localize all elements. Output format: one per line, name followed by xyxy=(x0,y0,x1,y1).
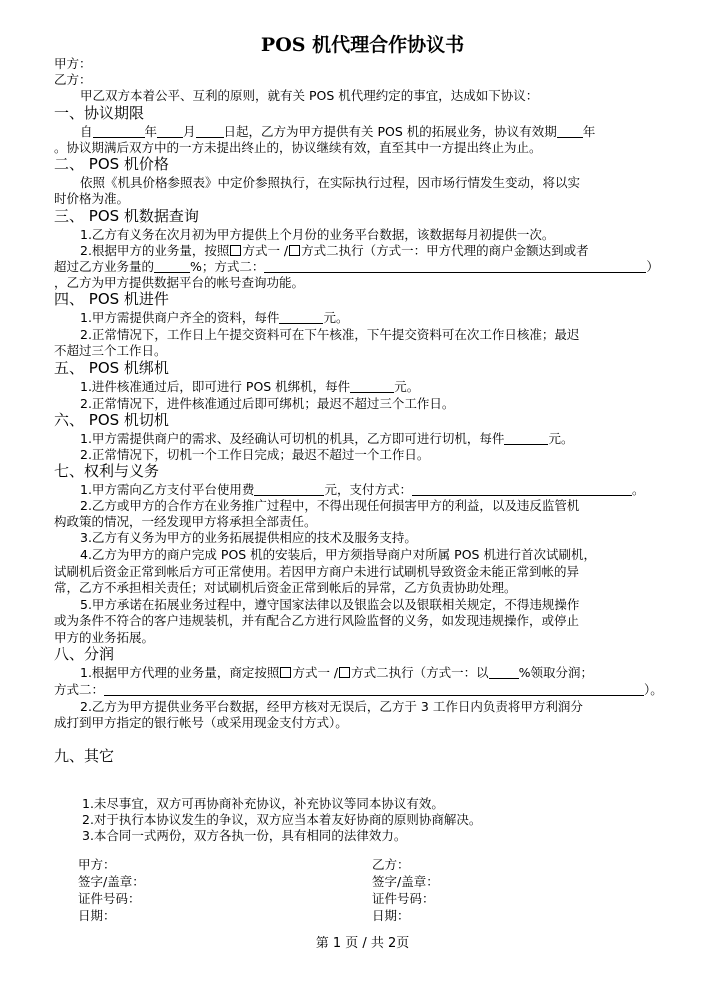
section-9-heading: 九、其它 xyxy=(54,747,115,765)
section-1-line-1: 自 年 月 日起，乙方为甲方提供有关 POS 机的拓展业务，协议有效期 年 xyxy=(80,124,596,139)
checkbox-profit-method-1[interactable] xyxy=(280,667,291,678)
signature-party-b-date: 日期： xyxy=(372,908,410,923)
section-1-line-2: 。协议期满后双方中的一方未提出终止的，协议继续有效，直至其中一方提出终止为止。 xyxy=(54,140,542,155)
blank-start-year[interactable] xyxy=(93,125,145,138)
section-4-heading: 四、 POS 机进件 xyxy=(54,290,169,308)
page-number-footer: 第 1 页 / 共 2页 xyxy=(315,936,410,951)
section-4-line-1: 1.甲方需提供商户齐全的资料，每件 元。 xyxy=(80,310,349,325)
signature-party-a-date: 日期： xyxy=(78,908,116,923)
section-9-line-2: 2.对于执行本协议发生的争议，双方应当本着友好协商的原则协商解决。 xyxy=(82,812,482,827)
document-title: POS 机代理合作协议书 xyxy=(260,34,465,56)
section-3-line-3: 超过乙方业务量的 %；方式二： ） xyxy=(54,259,659,274)
blank-intake-fee[interactable] xyxy=(279,311,323,324)
section-9-line-3: 3.本合同一式两份，双方各执一份，具有相同的法律效力。 xyxy=(82,828,407,843)
checkbox-profit-method-2[interactable] xyxy=(339,667,350,678)
section-6-heading: 六、 POS 机切机 xyxy=(54,411,169,429)
section-6-line-2: 2.正常情况下，切机一个工作日完成；最迟不超过一个工作日。 xyxy=(80,447,430,462)
section-4-line-3: 不超过三个工作日。 xyxy=(54,343,167,358)
section-7-heading: 七、权利与义务 xyxy=(54,462,160,480)
section-3-line-2: 2.根据甲方的业务量，按照 方式一 / 方式二执行（方式一：甲方代理的商户金额达到或者 xyxy=(80,243,589,258)
section-7-line-6: 试刷机后资金正常到帐后方可正常使用。若因甲方商户未进行试刷机导致资金未能正常到帐的异 xyxy=(54,564,580,579)
blank-start-month[interactable] xyxy=(157,125,183,138)
blank-percentage[interactable] xyxy=(154,260,190,273)
section-7-line-9: 或为条件不符合的客户违规装机，并有配合乙方进行风险监督的义务，如发现违规操作，或停止 xyxy=(54,613,580,628)
section-3-line-4: ，乙方为甲方提供数据平台的帐号查询功能。 xyxy=(54,275,305,290)
section-7-line-2: 2.乙方或甲方的合作方在业务推广过程中，不得出现任何损害甲方的利益，以及违反监管机 xyxy=(80,498,580,513)
blank-platform-fee[interactable] xyxy=(254,483,324,496)
section-7-line-8: 5.甲方承诺在拓展业务过程中，遵守国家法律以及银监会以及银联相关规定，不得违规操作 xyxy=(80,597,580,612)
signature-party-a-seal: 签字/盖章： xyxy=(78,874,145,889)
section-7-line-10: 甲方的业务拓展。 xyxy=(54,630,155,645)
section-7-line-5: 4.乙方为甲方的商户完成 POS 机的安装后，甲方须指导商户对所属 POS 机进行首次试刷机， xyxy=(80,547,596,562)
blank-payment-method[interactable] xyxy=(412,483,632,496)
blank-start-day[interactable] xyxy=(196,125,224,138)
section-8-line-1: 1.根据甲方代理的业务量，商定按照 方式一 / 方式二执行（方式一：以 %领取分润； xyxy=(80,665,594,680)
section-8-line-2: 方式二： ）。 xyxy=(54,682,663,697)
section-7-line-1: 1.甲方需向乙方支付平台使用费 元，支付方式： 。 xyxy=(80,482,645,497)
section-5-line-1: 1.进件核准通过后，即可进行 POS 机绑机，每件 元。 xyxy=(80,379,420,394)
section-9-line-1: 1.未尽事宜，双方可再协商补充协议，补充协议等同本协议有效。 xyxy=(82,796,444,811)
blank-profit-method-2[interactable] xyxy=(104,683,644,696)
section-2-line-1: 依照《机具价格参照表》中定价参照执行，在实际执行过程，因市场行情发生变动，将以实 xyxy=(80,175,581,190)
signature-party-b-seal: 签字/盖章： xyxy=(372,874,439,889)
intro-paragraph: 甲乙双方本着公平、互利的原则，就有关 POS 机代理约定的事宜，达成如下协议： xyxy=(80,88,539,103)
section-5-line-2: 2.正常情况下，进件核准通过后即可绑机；最迟不超过三个工作日。 xyxy=(80,396,455,411)
section-7-line-4: 3.乙方有义务为甲方的业务拓展提供相应的技术及服务支持。 xyxy=(80,530,417,545)
section-3-line-1: 1.乙方有义务在次月初为甲方提供上个月份的业务平台数据，该数据每月初提供一次。 xyxy=(80,227,555,242)
section-4-line-2: 2.正常情况下，工作日上午提交资料可在下午核准，下午提交资料可在次工作日核准；最迟 xyxy=(80,327,580,342)
checkbox-method-1[interactable] xyxy=(230,245,241,256)
section-7-line-7: 常，乙方不承担相关责任；对试刷机后资金正常到帐后的异常，乙方负责协助处理。 xyxy=(54,580,517,595)
section-2-line-2: 时价格为准。 xyxy=(54,191,130,206)
section-2-heading: 二、 POS 机价格 xyxy=(54,155,169,173)
blank-validity-years[interactable] xyxy=(557,125,583,138)
signature-party-a-id: 证件号码： xyxy=(78,891,141,906)
section-8-heading: 八、分润 xyxy=(54,645,115,663)
blank-binding-fee[interactable] xyxy=(350,380,394,393)
section-3-heading: 三、 POS 机数据查询 xyxy=(54,207,199,225)
party-b-line: 乙方： xyxy=(54,72,92,87)
blank-method-2-description[interactable] xyxy=(264,260,646,273)
section-7-line-3: 构政策的情况，一经发现甲方将承担全部责任。 xyxy=(54,514,317,529)
checkbox-method-2[interactable] xyxy=(289,245,300,256)
section-1-heading: 一、协议期限 xyxy=(54,104,145,122)
party-a-line: 甲方： xyxy=(54,56,92,71)
section-6-line-1: 1.甲方需提供商户的需求、及经确认可切机的机具，乙方即可进行切机，每件 元。 xyxy=(80,431,574,446)
blank-profit-percentage[interactable] xyxy=(489,666,519,679)
signature-party-a: 甲方： xyxy=(78,857,116,872)
section-8-line-3: 2.乙方为甲方提供业务平台数据，经甲方核对无误后，乙方于 3 工作日内负责将甲方利润分 xyxy=(80,699,583,714)
blank-switch-fee[interactable] xyxy=(504,432,548,445)
section-5-heading: 五、 POS 机绑机 xyxy=(54,359,169,377)
signature-party-b: 乙方： xyxy=(372,857,410,872)
signature-party-b-id: 证件号码： xyxy=(372,891,435,906)
section-8-line-4: 成打到甲方指定的银行帐号（或采用现金支付方式）。 xyxy=(54,715,348,730)
